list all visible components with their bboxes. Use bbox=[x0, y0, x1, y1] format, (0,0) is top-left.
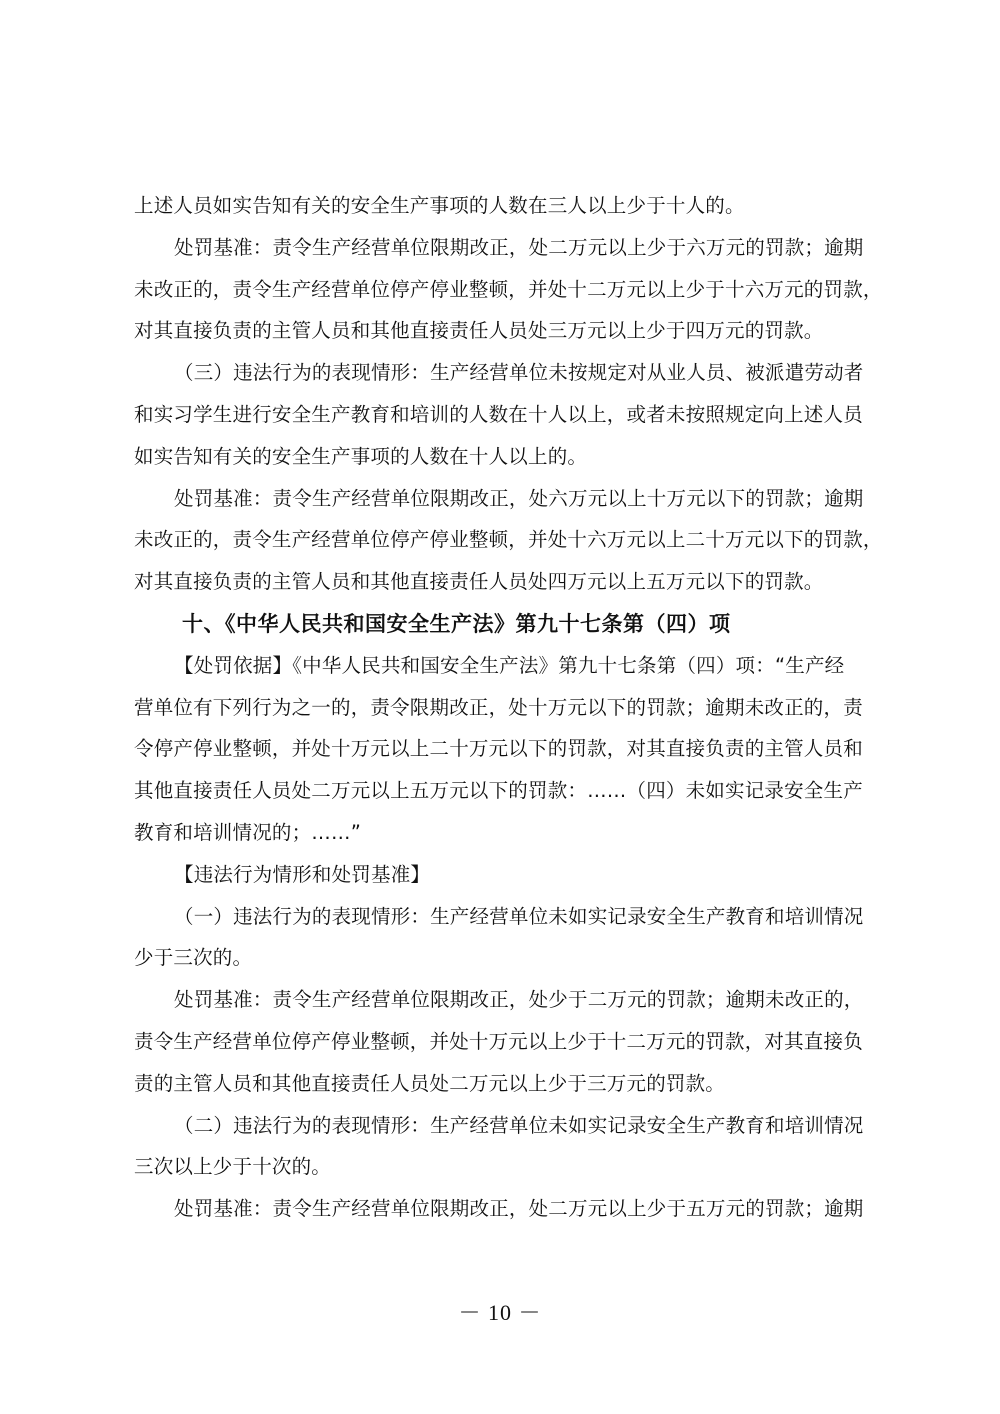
paragraph-line: 【处罚依据】《中华人民共和国安全生产法》第九十七条第（四）项：“生产经 bbox=[174, 653, 845, 677]
paragraph-line: 上述人员如实告知有关的安全生产事项的人数在三人以上少于十人的。 bbox=[134, 194, 745, 217]
paragraph-line: 对其直接负责的主管人员和其他直接责任人员处四万元以上五万元以下的罚款。 bbox=[134, 570, 824, 594]
paragraph-line: 对其直接负责的主管人员和其他直接责任人员处三万元以上少于四万元的罚款。 bbox=[134, 319, 824, 343]
subsection-label: 【违法行为情形和处罚基准】 bbox=[174, 862, 431, 886]
paragraph-line: 处罚基准：责令生产经营单位限期改正，处二万元以上少于六万元的罚款；逾期 bbox=[174, 235, 864, 259]
paragraph-line: 未改正的，责令生产经营单位停产停业整顿，并处十二万元以上少于十六万元的罚款， bbox=[134, 277, 883, 301]
paragraph-line: 未改正的，责令生产经营单位停产停业整顿，并处十六万元以上二十万元以下的罚款， bbox=[134, 528, 883, 552]
page-number: － 10 － bbox=[458, 1300, 542, 1325]
paragraph-line: 其他直接责任人员处二万元以上五万元以下的罚款：……（四）未如实记录安全生产 bbox=[134, 779, 863, 803]
paragraph-line: （二）违法行为的表现情形：生产经营单位未如实记录安全生产教育和培训情况 bbox=[174, 1113, 864, 1137]
paragraph-line: 营单位有下列行为之一的，责令限期改正，处十万元以下的罚款；逾期未改正的，责 bbox=[134, 695, 863, 719]
paragraph-line: 处罚基准：责令生产经营单位限期改正，处少于二万元的罚款；逾期未改正的， bbox=[174, 988, 864, 1012]
paragraph-line: 少于三次的。 bbox=[134, 946, 253, 970]
paragraph-line: 三次以上少于十次的。 bbox=[134, 1155, 332, 1179]
paragraph-line: 责的主管人员和其他直接责任人员处二万元以上少于三万元的罚款。 bbox=[134, 1071, 726, 1095]
paragraph-line: （一）违法行为的表现情形：生产经营单位未如实记录安全生产教育和培训情况 bbox=[174, 904, 864, 928]
paragraph-line: 和实习学生进行安全生产教育和培训的人数在十人以上，或者未按照规定向上述人员 bbox=[134, 402, 863, 426]
paragraph-line: 处罚基准：责令生产经营单位限期改正，处二万元以上少于五万元的罚款；逾期 bbox=[174, 1197, 864, 1221]
paragraph-line: （三）违法行为的表现情形：生产经营单位未按规定对从业人员、被派遣劳动者 bbox=[174, 361, 864, 385]
section-heading: 十、《中华人民共和国安全生产法》第九十七条第（四）项 bbox=[182, 610, 731, 636]
paragraph-line: 如实告知有关的安全生产事项的人数在十人以上的。 bbox=[134, 444, 588, 468]
paragraph-line: 教育和培训情况的；……” bbox=[134, 820, 362, 844]
paragraph-line: 责令生产经营单位停产停业整顿，并处十万元以上少于十二万元的罚款，对其直接负 bbox=[134, 1029, 863, 1053]
paragraph-line: 处罚基准：责令生产经营单位限期改正，处六万元以上十万元以下的罚款；逾期 bbox=[174, 486, 864, 510]
paragraph-line: 令停产停业整顿，并处十万元以上二十万元以下的罚款，对其直接负责的主管人员和 bbox=[134, 737, 863, 761]
document-body bbox=[134, 185, 883, 1230]
